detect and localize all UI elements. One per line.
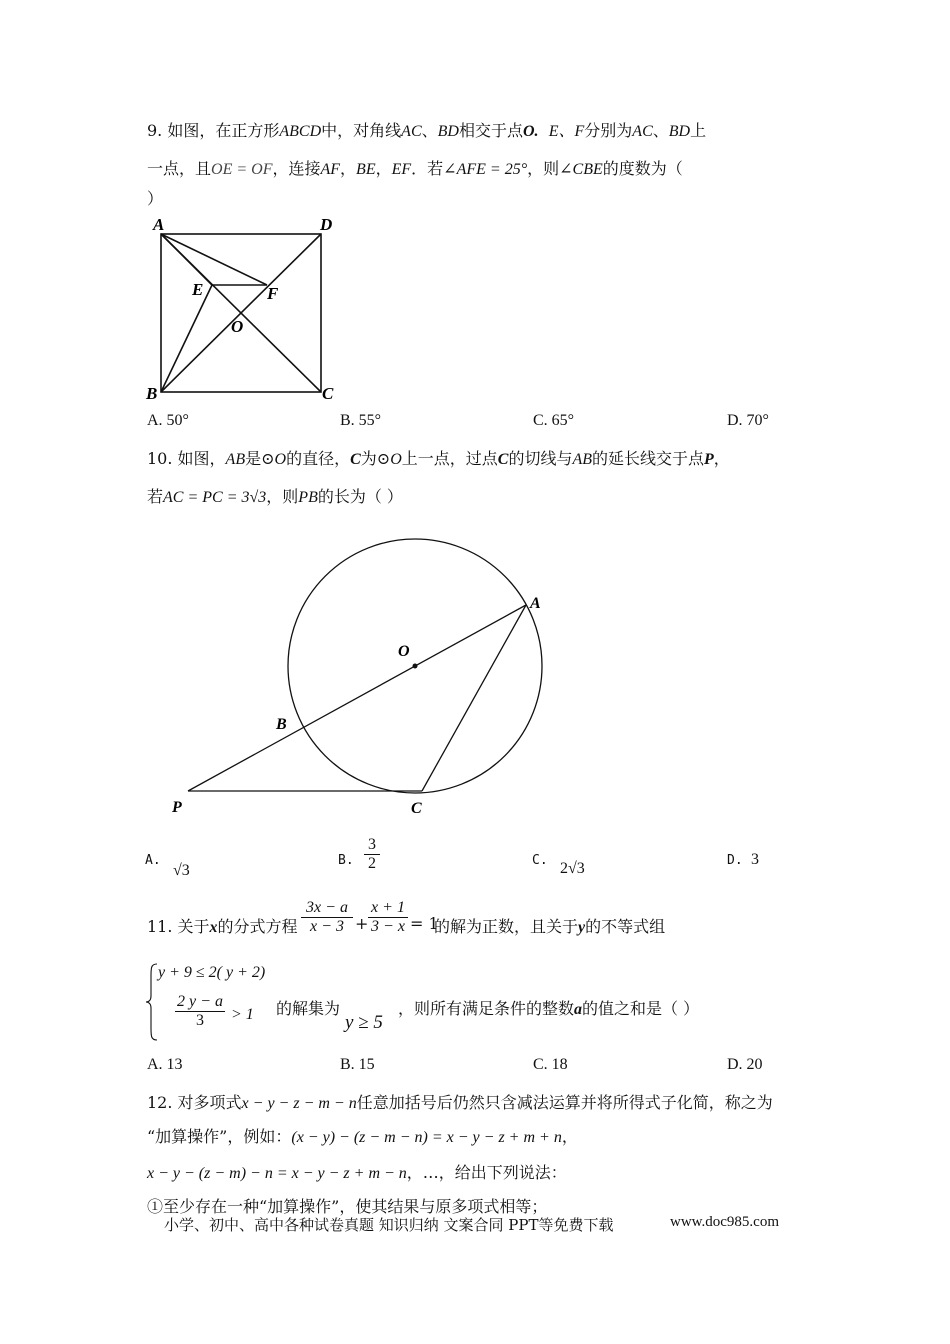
q10-option-d-value: 3 [751, 851, 759, 868]
label-o: O [398, 643, 410, 660]
q11-rest: 的解为正数，且关于y的不等式组 [434, 917, 666, 936]
q10-option-a-label[interactable]: A. [145, 853, 161, 868]
q10-option-c-label[interactable]: C. [532, 853, 548, 868]
q11-eq-one: = 1 [410, 914, 439, 933]
footer-url[interactable]: www.doc985.com [670, 1214, 780, 1230]
q9-figure [140, 212, 340, 402]
q11-sys-fraction: $\frac{2 y - a}{3}$ [175, 993, 225, 1030]
q11-brace [145, 962, 159, 1042]
q11-sys-rhs: > 1 [231, 1006, 254, 1023]
line-pa [188, 605, 526, 791]
label-e: E [192, 280, 204, 299]
q11-line2b: ，则所有满足条件的整数a的值之和是（ ） [398, 999, 700, 1018]
q10-figure [160, 532, 560, 822]
q10-option-b-fraction: $\frac{3}{2}$ [364, 836, 380, 873]
q9-line2: 一点，且OE = OF，连接AF，BE，EF．若∠AFE = 25°，则∠CBE的度数为（ [147, 159, 683, 178]
q9-option-b[interactable]: B. 55° [340, 412, 382, 429]
q10-option-a-value: √3 [173, 862, 190, 879]
q11-option-a[interactable]: A. 13 [147, 1056, 183, 1073]
segment-ae [161, 234, 212, 285]
q10-option-d-label[interactable]: D. [727, 853, 743, 868]
q11-prefix: 11. 关于x的分式方程 [147, 917, 298, 936]
q10-option-c-value: 2√3 [560, 860, 585, 877]
q12-line1: 12. 对多项式x − y − z − m − n任意加括号后仍然只含减法运算并将所得式子化简，称之为 [147, 1093, 773, 1112]
q9-option-c[interactable]: C. 65° [533, 412, 575, 429]
label-d: D [320, 215, 333, 234]
q10-line2: 若AC = PC = 3√3，则PB的长为（ ） [147, 487, 403, 506]
label-f: F [267, 284, 279, 303]
q9-line3: ） [147, 189, 164, 208]
q11-fraction-2: $\frac{x + 1}{3 - x}$ [368, 899, 408, 936]
q12-line4: ①至少存在一种“加算操作”，使其结果与原多项式相等； [147, 1197, 548, 1216]
label-b: B [146, 384, 158, 402]
center-dot [413, 664, 418, 669]
label-c: C [322, 384, 334, 402]
label-a: A [530, 595, 541, 612]
label-c: C [411, 800, 422, 817]
q12-line3: x − y − (z − m) − n = x − y − z + m − n，…，给出下列说法： [147, 1163, 567, 1182]
q11-option-b[interactable]: B. 15 [340, 1056, 375, 1073]
q11-sys-line1: y + 9 ≤ 2( y + 2) [158, 964, 266, 981]
segment-be [161, 285, 212, 392]
segment-af [161, 234, 267, 285]
q9-option-a[interactable]: A. 50° [147, 412, 189, 429]
footer-text: 小学、初中、高中各种试卷真题 知识归纳 文案合同 PPT等免费下载 [164, 1216, 614, 1234]
label-a: A [153, 215, 165, 234]
q11-option-d[interactable]: D. 20 [727, 1056, 763, 1073]
q9-option-d[interactable]: D. 70° [727, 412, 769, 429]
q11-line2a: 的解集为 [276, 999, 341, 1018]
label-b: B [276, 716, 287, 733]
q11-plus: + [355, 914, 369, 933]
label-o: O [231, 317, 244, 336]
q11-option-c[interactable]: C. 18 [533, 1056, 568, 1073]
q11-solution: y ≥ 5 [345, 1012, 383, 1033]
q12-line2: “加算操作”，例如：(x − y) − (z − m − n) = x − y − z + m + n， [147, 1127, 578, 1146]
q11-fraction-1: $\frac{3x - a}{x - 3}$ [301, 899, 353, 936]
q10-option-b-label[interactable]: B. [338, 853, 354, 868]
label-p: P [172, 799, 182, 816]
q10-line1: 10. 如图，AB是⊙O的直径，C为⊙O上一点，过点C的切线与AB的延长线交于点P， [147, 449, 730, 468]
q9-line1: 9. 如图，在正方形ABCD中，对角线AC、BD相交于点O. E、F分别为AC、BD上 [147, 121, 707, 140]
